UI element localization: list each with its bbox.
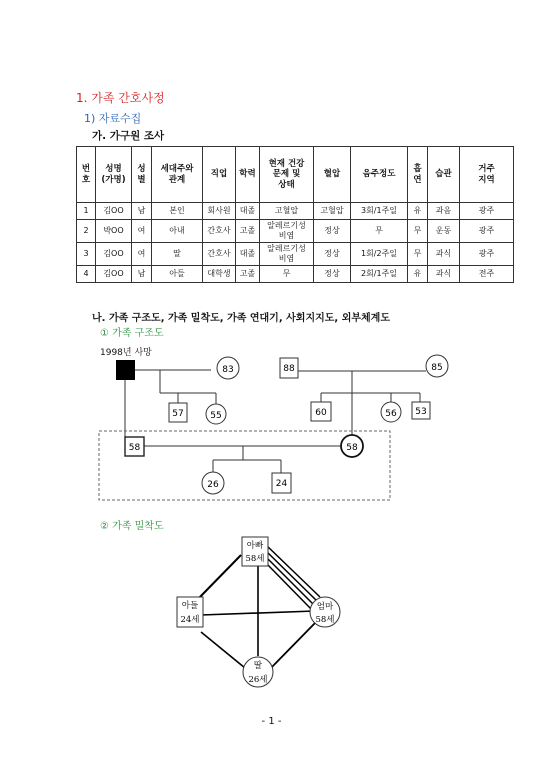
section-heading: 1. 가족 간호사정 bbox=[76, 91, 165, 105]
cell-text: 2회/1주일 bbox=[360, 269, 398, 278]
table-title: 가. 가구원 조사 bbox=[92, 130, 165, 142]
cell-text: 비염 bbox=[278, 231, 295, 240]
header-text: 현재 건강 bbox=[268, 158, 305, 169]
cell-text: 유 bbox=[413, 206, 422, 215]
paternal-uncle-age: 57 bbox=[172, 409, 184, 419]
header-text: 지역 bbox=[478, 174, 495, 185]
cell-text: 대졸 bbox=[239, 206, 256, 215]
cell-text: 김OO bbox=[103, 206, 124, 215]
header-text: 성 bbox=[137, 163, 146, 174]
cell-text: 운동 bbox=[435, 226, 452, 235]
header-text: 상태 bbox=[278, 179, 295, 190]
paternal-aunt-age: 55 bbox=[210, 411, 222, 421]
header-text: 호 bbox=[81, 174, 91, 185]
header-text: 관계 bbox=[168, 174, 186, 185]
cell-text: 김OO bbox=[103, 249, 124, 258]
cell-text: 간호사 bbox=[207, 249, 231, 258]
cell-text: 정상 bbox=[324, 226, 340, 235]
cell-text: 3 bbox=[83, 249, 89, 258]
maternal-uncle1-age: 60 bbox=[315, 408, 327, 418]
header-text: 혈압 bbox=[323, 169, 341, 180]
cell-text: 무 bbox=[413, 249, 422, 258]
mother-name: 엄마 bbox=[316, 602, 334, 612]
mother-age-label: 58세 bbox=[315, 615, 335, 625]
page-number: - 1 - bbox=[261, 716, 282, 727]
son-age: 24 bbox=[275, 479, 288, 489]
cell-text: 아내 bbox=[169, 226, 185, 235]
cell-text: 과음 bbox=[435, 206, 452, 215]
header-text: 문제 및 bbox=[272, 169, 301, 180]
cell-text: 여 bbox=[137, 226, 146, 235]
cell-text: 비염 bbox=[278, 254, 295, 263]
son-age-label: 24세 bbox=[180, 615, 200, 625]
header-text: 세대주와 bbox=[160, 163, 194, 174]
cell-text: 고혈압 bbox=[274, 206, 299, 215]
cell-text: 박OO bbox=[103, 226, 124, 235]
cell-text: 김OO bbox=[103, 269, 124, 278]
maternal-grandmother-age: 85 bbox=[431, 363, 443, 373]
cell-text: 2 bbox=[83, 226, 89, 235]
deceased-grandfather-symbol bbox=[116, 360, 135, 380]
cell-text: 유 bbox=[413, 269, 422, 278]
cell-text: 전주 bbox=[478, 269, 495, 278]
father-age-label: 58세 bbox=[245, 554, 265, 564]
header-text: 번 bbox=[81, 163, 91, 174]
paternal-grandmother-age: 83 bbox=[222, 365, 234, 375]
header-text: (가명) bbox=[101, 174, 126, 185]
cell-text: 여 bbox=[137, 249, 146, 258]
section-b-heading: 나. 가족 구조도, 가족 밀착도, 가족 연대기, 사회지지도, 외부체계도 bbox=[92, 313, 391, 324]
header-text: 학력 bbox=[239, 169, 256, 180]
daughter-name: 딸 bbox=[253, 661, 263, 671]
maternal-aunt-age: 56 bbox=[385, 409, 397, 419]
cell-text: 고졸 bbox=[239, 269, 256, 278]
maternal-grandfather-age: 88 bbox=[283, 364, 295, 374]
header-text: 별 bbox=[137, 174, 146, 185]
cell-text: 대졸 bbox=[239, 249, 256, 258]
cell-text: 고혈압 bbox=[320, 206, 344, 215]
cell-text: 광주 bbox=[478, 249, 495, 258]
cell-text: 정상 bbox=[324, 269, 340, 278]
header-text: 연 bbox=[413, 174, 422, 185]
cell-text: 고졸 bbox=[239, 226, 256, 235]
header-text: 습관 bbox=[435, 169, 452, 180]
cell-text: 간호사 bbox=[207, 226, 231, 235]
cell-text: 과식 bbox=[435, 269, 452, 278]
cell-text: 무 bbox=[413, 226, 422, 235]
cell-text: 남 bbox=[137, 206, 146, 215]
cell-text: 알레르기성 bbox=[267, 244, 306, 253]
cell-text: 과식 bbox=[435, 249, 452, 258]
cell-text: 대학생 bbox=[207, 269, 231, 278]
cell-text: 광주 bbox=[478, 206, 495, 215]
header-text: 음주정도 bbox=[362, 169, 396, 180]
daughter-age-label: 26세 bbox=[248, 675, 268, 685]
cell-text: 딸 bbox=[173, 249, 181, 258]
cell-text: 정상 bbox=[324, 249, 340, 258]
cell-text: 본인 bbox=[169, 206, 185, 215]
father-age: 58 bbox=[128, 443, 141, 453]
cell-text: 회사원 bbox=[207, 206, 231, 215]
cell-text: 무 bbox=[282, 269, 291, 278]
cell-text: 무 bbox=[375, 226, 383, 235]
cell-text: 4 bbox=[83, 269, 89, 278]
genogram-caption: ① 가족 구조도 bbox=[100, 328, 164, 339]
mother-age: 58 bbox=[346, 443, 358, 453]
header-text: 성명 bbox=[105, 163, 122, 174]
subsection-heading: 1) 자료수집 bbox=[84, 112, 142, 125]
son-name: 아들 bbox=[181, 601, 199, 611]
cell-text: 1 bbox=[83, 206, 89, 215]
closeness-caption: ② 가족 밀착도 bbox=[100, 521, 164, 532]
daughter-age: 26 bbox=[207, 480, 219, 490]
cell-text: 3회/1주일 bbox=[360, 206, 398, 215]
cell-text: 광주 bbox=[478, 226, 495, 235]
cell-text: 남 bbox=[137, 269, 146, 278]
father-name: 아빠 bbox=[246, 541, 264, 551]
header-text: 직업 bbox=[210, 169, 228, 180]
death-note: 1998년 사망 bbox=[100, 348, 152, 358]
cell-text: 알레르기성 bbox=[267, 221, 306, 230]
maternal-uncle2-age: 53 bbox=[415, 407, 427, 417]
cell-text: 1회/2주일 bbox=[360, 249, 398, 258]
header-text: 흡 bbox=[413, 163, 422, 174]
cell-text: 아들 bbox=[169, 269, 185, 278]
header-text: 거주 bbox=[478, 163, 495, 174]
